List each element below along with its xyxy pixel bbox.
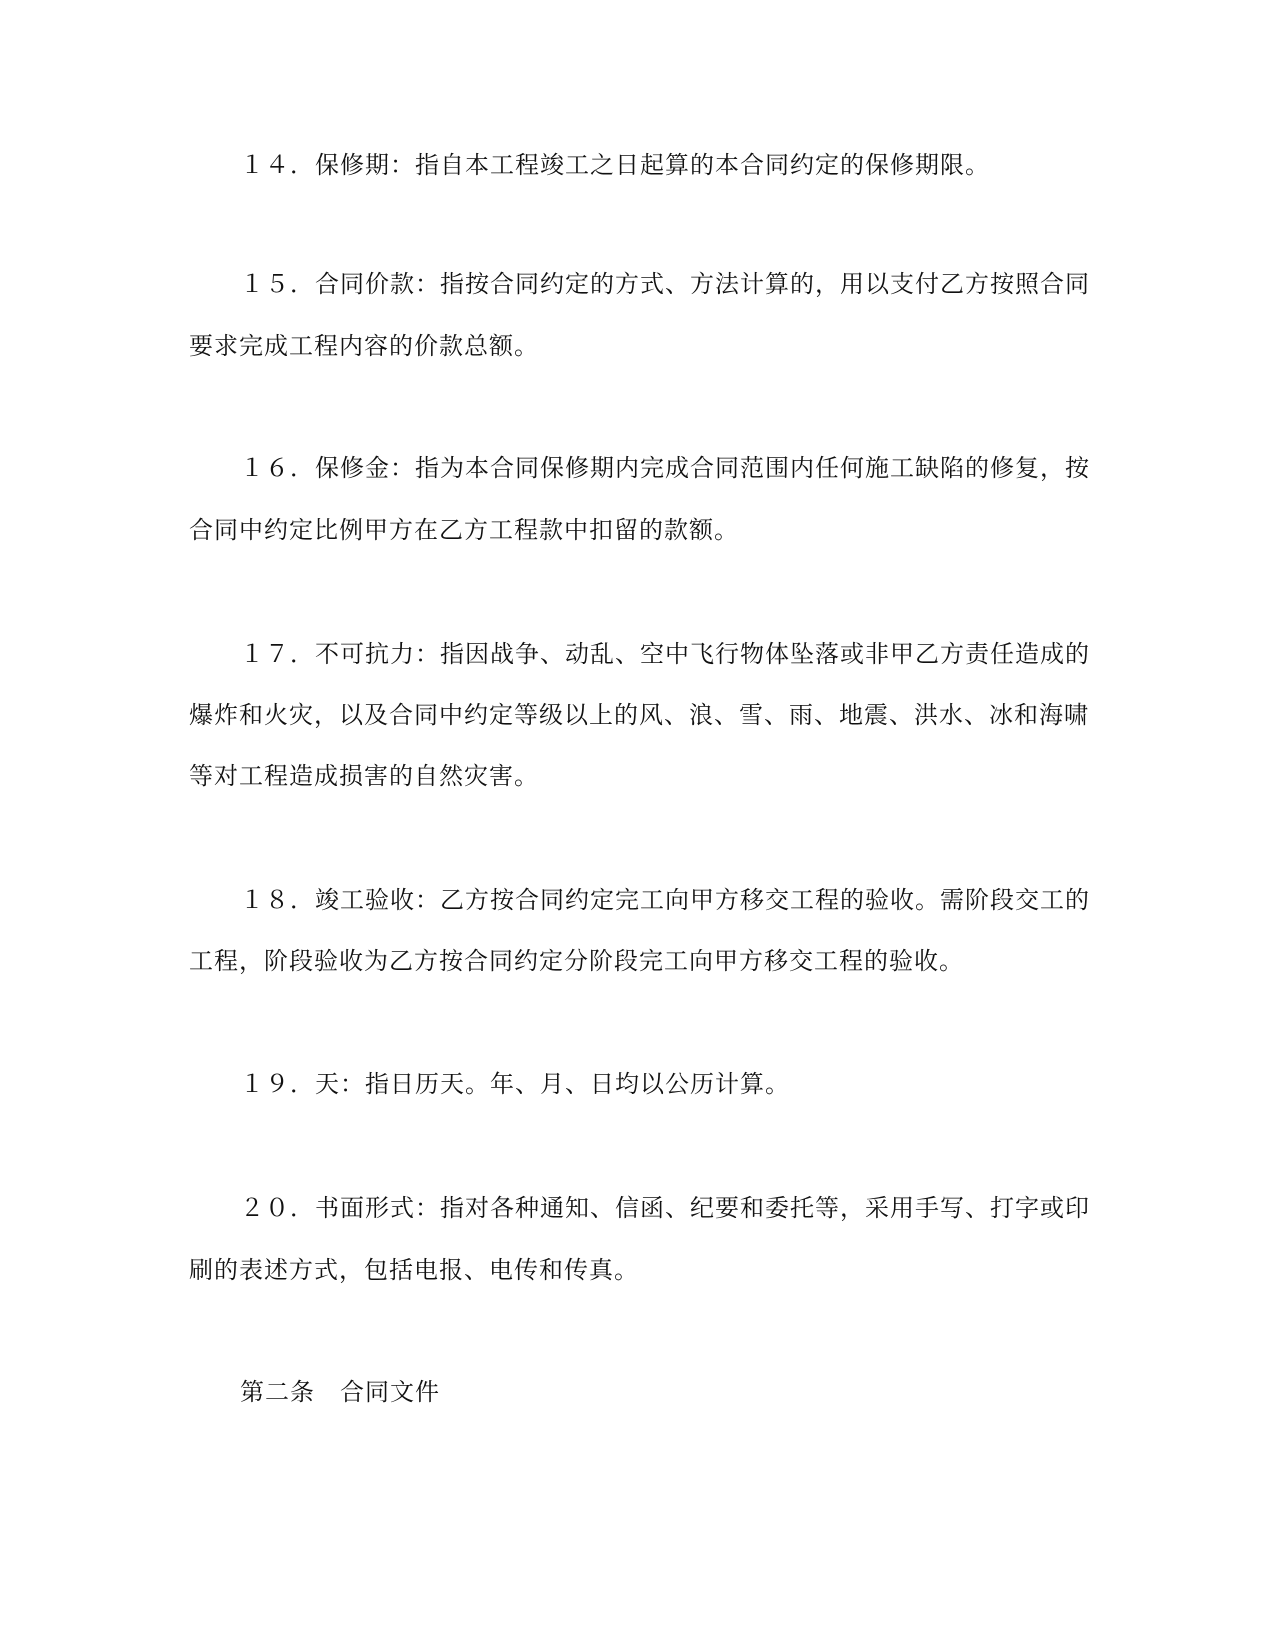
clause-17-line-3: 等对工程造成损害的自然灾害。 bbox=[189, 762, 539, 790]
clause-17-line-1: １７．不可抗力：指因战争、动乱、空中飞行物体坠落或非甲乙方责任造成的 bbox=[240, 640, 1090, 668]
clause-18-line-1: １８．竣工验收：乙方按合同约定完工向甲方移交工程的验收。需阶段交工的 bbox=[240, 886, 1090, 914]
clause-16-line-2: 合同中约定比例甲方在乙方工程款中扣留的款额。 bbox=[189, 516, 739, 544]
clause-14-line-1: １４．保修期：指自本工程竣工之日起算的本合同约定的保修期限。 bbox=[240, 151, 990, 179]
clause-15-line-2: 要求完成工程内容的价款总额。 bbox=[189, 332, 539, 360]
clause-19-line-1: １９．天：指日历天。年、月、日均以公历计算。 bbox=[240, 1070, 790, 1098]
clause-16-line-1: １６．保修金：指为本合同保修期内完成合同范围内任何施工缺陷的修复，按 bbox=[240, 454, 1090, 482]
clause-17-line-2: 爆炸和火灾，以及合同中约定等级以上的风、浪、雪、雨、地震、洪水、冰和海啸 bbox=[189, 701, 1089, 729]
section-heading: 第二条 合同文件 bbox=[240, 1378, 440, 1406]
clause-18-line-2: 工程，阶段验收为乙方按合同约定分阶段完工向甲方移交工程的验收。 bbox=[189, 947, 964, 975]
clause-20-line-1: ２０．书面形式：指对各种通知、信函、纪要和委托等，采用手写、打字或印 bbox=[240, 1194, 1090, 1222]
clause-15-line-1: １５．合同价款：指按合同约定的方式、方法计算的，用以支付乙方按照合同 bbox=[240, 270, 1090, 298]
clause-20-line-2: 刷的表述方式，包括电报、电传和传真。 bbox=[189, 1256, 639, 1284]
